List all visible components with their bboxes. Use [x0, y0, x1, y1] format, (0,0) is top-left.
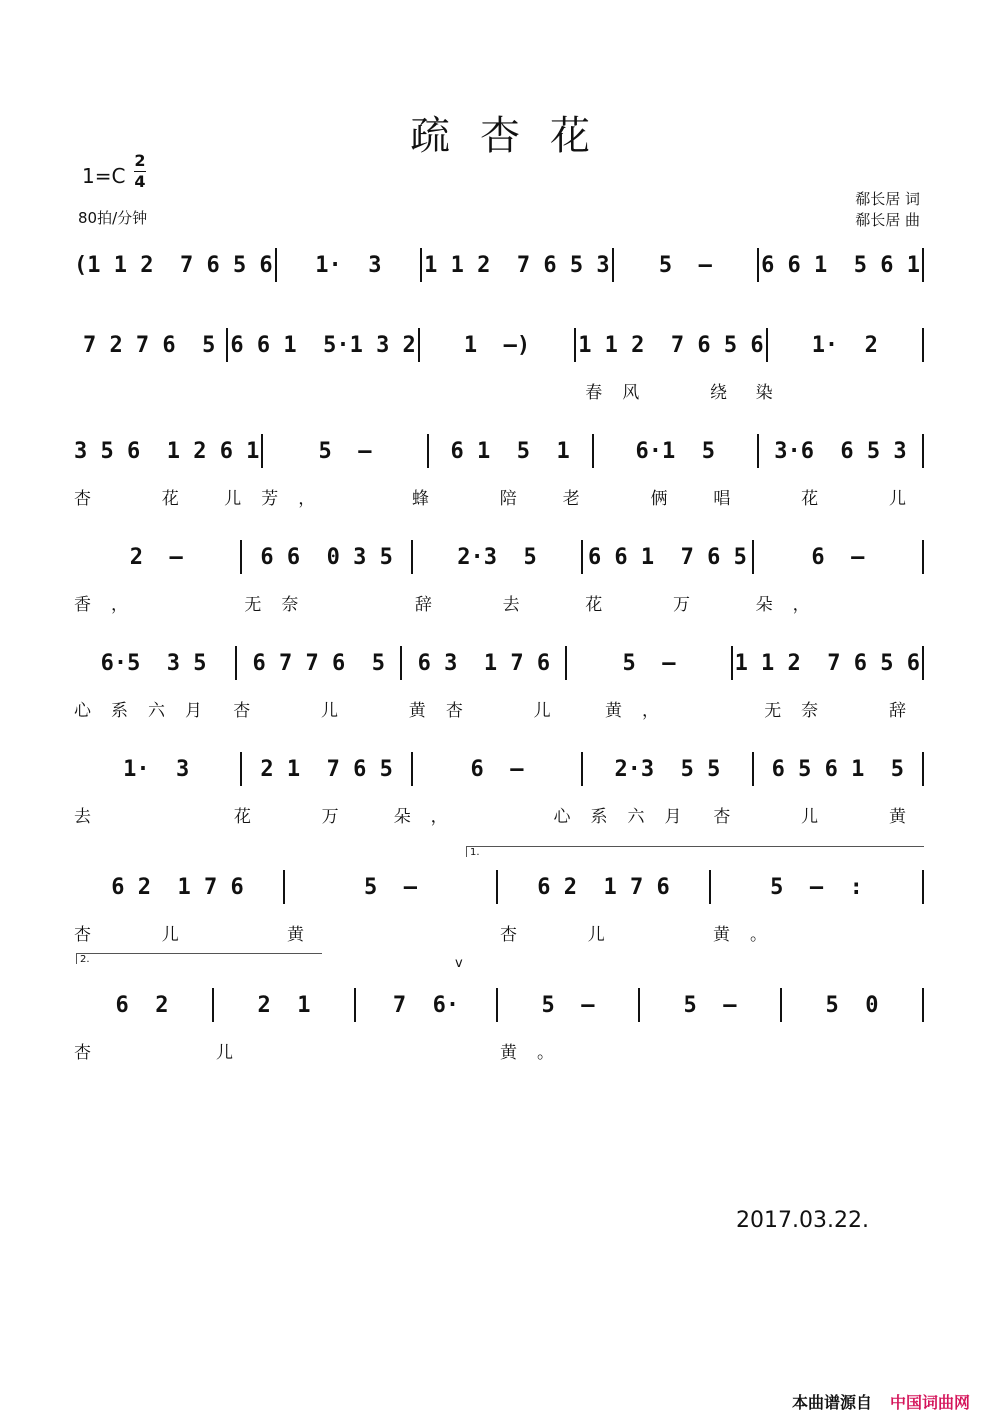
- composer-credit: 郗长居 曲: [855, 211, 920, 229]
- lyric-segment: 染: [755, 383, 793, 403]
- lyrics-line: [74, 378, 926, 402]
- barline: [354, 988, 356, 1022]
- lyric-segment: [74, 298, 244, 322]
- source-footer: [792, 1390, 970, 1413]
- barline: [922, 540, 924, 574]
- barline: [922, 752, 924, 786]
- lyric-segment: [358, 1038, 500, 1062]
- measure: 5 0: [825, 992, 879, 1018]
- measure: 6 6 1 5·1 3 2: [230, 332, 416, 358]
- lyric-segment: 心系六月: [74, 701, 222, 721]
- notes-line: [74, 648, 926, 678]
- lyric-segment: [642, 1038, 784, 1062]
- barline: [240, 752, 242, 786]
- lyric-segment: 花 万: [585, 595, 711, 615]
- notes-line: [74, 754, 926, 784]
- lyrics-line: [74, 920, 926, 944]
- date-stamp: 2017.03.22.: [736, 1208, 869, 1233]
- source-site: 中国词曲网: [890, 1393, 971, 1412]
- lyric-segment: 杏 儿 黄: [713, 807, 926, 827]
- lyric-segment: [756, 298, 926, 322]
- lyric-segment: 黄，: [605, 701, 679, 721]
- lyric-segment: 朵，: [393, 807, 468, 827]
- measure: 6 6 1 7 6 5: [587, 544, 747, 570]
- tempo-marking: 80拍/分钟: [78, 209, 148, 227]
- barline: [235, 646, 237, 680]
- lyrics-line: [74, 802, 926, 826]
- notes-line: [74, 436, 926, 466]
- breath-mark: v: [455, 956, 463, 971]
- lyric-segment: [784, 1038, 926, 1062]
- measure: 2·3 5 5: [614, 756, 721, 782]
- measure: 5 –: [622, 650, 676, 676]
- measure: 7 6·: [392, 992, 460, 1018]
- page-title: 疏杏花: [410, 113, 620, 159]
- measure: 5 –: [364, 874, 417, 900]
- volta-1-bracket: [466, 846, 924, 857]
- volta-2-bracket: [76, 953, 322, 964]
- barline: [565, 646, 567, 680]
- barline: [752, 540, 754, 574]
- lyric-segment: 黄。: [500, 1043, 574, 1063]
- lyric-segment: 无奈 辞: [764, 701, 926, 721]
- measure: 5 –: [318, 438, 372, 464]
- barline: [757, 248, 759, 282]
- barline: [212, 988, 214, 1022]
- barline: [496, 988, 498, 1022]
- measure: 6 6 1 5 6 1: [761, 252, 921, 278]
- lyric-segment: 杏: [74, 1043, 111, 1063]
- measure: 6 7 7 6 5: [252, 650, 385, 676]
- barline: [418, 328, 420, 362]
- measure: 6 –: [811, 544, 865, 570]
- measure: 6·5 3 5: [100, 650, 207, 676]
- notes-line: [74, 330, 926, 360]
- barline: [592, 434, 594, 468]
- measure: 6·1 5: [635, 438, 716, 464]
- lyric-segment: [415, 378, 585, 402]
- lyric-segment: 蜂 陪: [411, 489, 537, 509]
- lyric-segment: 黄: [287, 925, 324, 945]
- measure: 1 1 2 7 6 5 3: [424, 252, 610, 278]
- notes-line: [74, 250, 926, 280]
- measure: 6 3 1 7 6: [417, 650, 551, 676]
- lyric-segment: 杏 儿: [74, 925, 199, 945]
- measure: 2 –: [129, 544, 183, 570]
- key-signature: 1=C: [82, 164, 126, 188]
- lyricist-credit: 郗长居 词: [855, 190, 920, 208]
- lyrics-line: [74, 590, 926, 614]
- time-signature: [134, 152, 146, 191]
- barline: [922, 646, 924, 680]
- lyric-segment: 杏 花 儿: [74, 489, 262, 509]
- barline: [420, 248, 422, 282]
- barline: [922, 870, 924, 904]
- lyric-segment: 春风 绕: [585, 383, 748, 403]
- barline: [226, 328, 228, 362]
- lyric-segment: 去: [74, 807, 111, 827]
- barline: [240, 540, 242, 574]
- measure: 6 2 1 7 6: [537, 874, 670, 900]
- lyric-segment: 杏 儿: [445, 701, 571, 721]
- measure: 5 –: [541, 992, 595, 1018]
- measure: 5 –: [658, 252, 712, 278]
- barline: [731, 646, 733, 680]
- barline: [922, 248, 924, 282]
- lyric-segment: 杏 儿 黄: [233, 701, 446, 721]
- volta-1-label: 1.: [470, 847, 480, 858]
- measure: 2 1: [257, 992, 311, 1018]
- time-signature-top: 2: [134, 151, 146, 170]
- barline: [922, 434, 924, 468]
- barline: [427, 434, 429, 468]
- notes-line: [74, 990, 926, 1020]
- lyric-segment: 黄。: [713, 925, 787, 945]
- measure: 1· 2: [811, 332, 878, 358]
- barline: [496, 870, 498, 904]
- lyric-segment: 芳，: [261, 489, 336, 509]
- lyric-segment: 儿: [216, 1043, 253, 1063]
- barline: [411, 540, 413, 574]
- time-signature-bottom: 4: [134, 172, 146, 191]
- barline: [922, 328, 924, 362]
- lyric-segment: 老 俩: [562, 489, 688, 509]
- barline: [709, 870, 711, 904]
- source-label: 本曲谱源自: [792, 1393, 873, 1412]
- measure: 6 5 6 1 5: [771, 756, 905, 782]
- barline: [411, 752, 413, 786]
- measure: 6 –: [470, 756, 524, 782]
- lyrics-line: [74, 298, 926, 322]
- lyric-segment: [74, 378, 244, 402]
- measure: 6 1 5 1: [450, 438, 570, 464]
- lyrics-line: [74, 696, 926, 720]
- barline: [752, 752, 754, 786]
- lyric-segment: 杏 儿: [500, 925, 625, 945]
- barline: [922, 988, 924, 1022]
- barline: [612, 248, 614, 282]
- measure: 2 1 7 6 5: [260, 756, 393, 782]
- barline: [780, 988, 782, 1022]
- barline: [638, 988, 640, 1022]
- measure: 7 2 7 6 5: [82, 332, 216, 358]
- lyric-segment: [244, 378, 414, 402]
- barline: [581, 540, 583, 574]
- notes-line: [74, 872, 926, 902]
- measure: 1· 3: [315, 252, 382, 278]
- barline: [581, 752, 583, 786]
- lyric-segment: 朵，: [755, 595, 830, 615]
- barline: [766, 328, 768, 362]
- measure: 1 1 2 7 6 5 6: [734, 650, 920, 676]
- measure: (1 1 2 7 6 5 6: [74, 252, 273, 278]
- lyrics-line: [74, 1038, 926, 1062]
- measure: 2·3 5: [457, 544, 537, 570]
- lyric-segment: 香，: [74, 595, 148, 615]
- measure: 5 – :: [770, 874, 863, 900]
- measure: 1 –): [463, 332, 531, 358]
- lyric-segment: 辞 去: [414, 595, 540, 615]
- measure: 6 2 1 7 6: [111, 874, 244, 900]
- barline: [275, 248, 277, 282]
- measure: 1· 3: [123, 756, 190, 782]
- lyric-segment: [585, 298, 755, 322]
- volta-2-label: 2.: [80, 954, 90, 965]
- lyric-segment: 唱 花 儿: [713, 489, 926, 509]
- measure: 1 1 2 7 6 5 6: [578, 332, 764, 358]
- measure: 3 5 6 1 2 6 1: [74, 438, 260, 464]
- lyric-segment: [244, 298, 414, 322]
- lyric-segment: 心系六月: [553, 807, 702, 827]
- measure: 6 6 0 3 5: [260, 544, 393, 570]
- lyric-segment: 花 万: [233, 807, 359, 827]
- barline: [283, 870, 285, 904]
- lyric-segment: [415, 298, 585, 322]
- measure: 5 –: [683, 992, 737, 1018]
- notes-line: [74, 542, 926, 572]
- barline: [574, 328, 576, 362]
- lyrics-line: [74, 484, 926, 508]
- measure: 3·6 6 5 3: [774, 438, 907, 464]
- measure: 6 2: [115, 992, 169, 1018]
- barline: [261, 434, 263, 468]
- lyric-segment: 无奈: [244, 595, 319, 615]
- barline: [400, 646, 402, 680]
- barline: [757, 434, 759, 468]
